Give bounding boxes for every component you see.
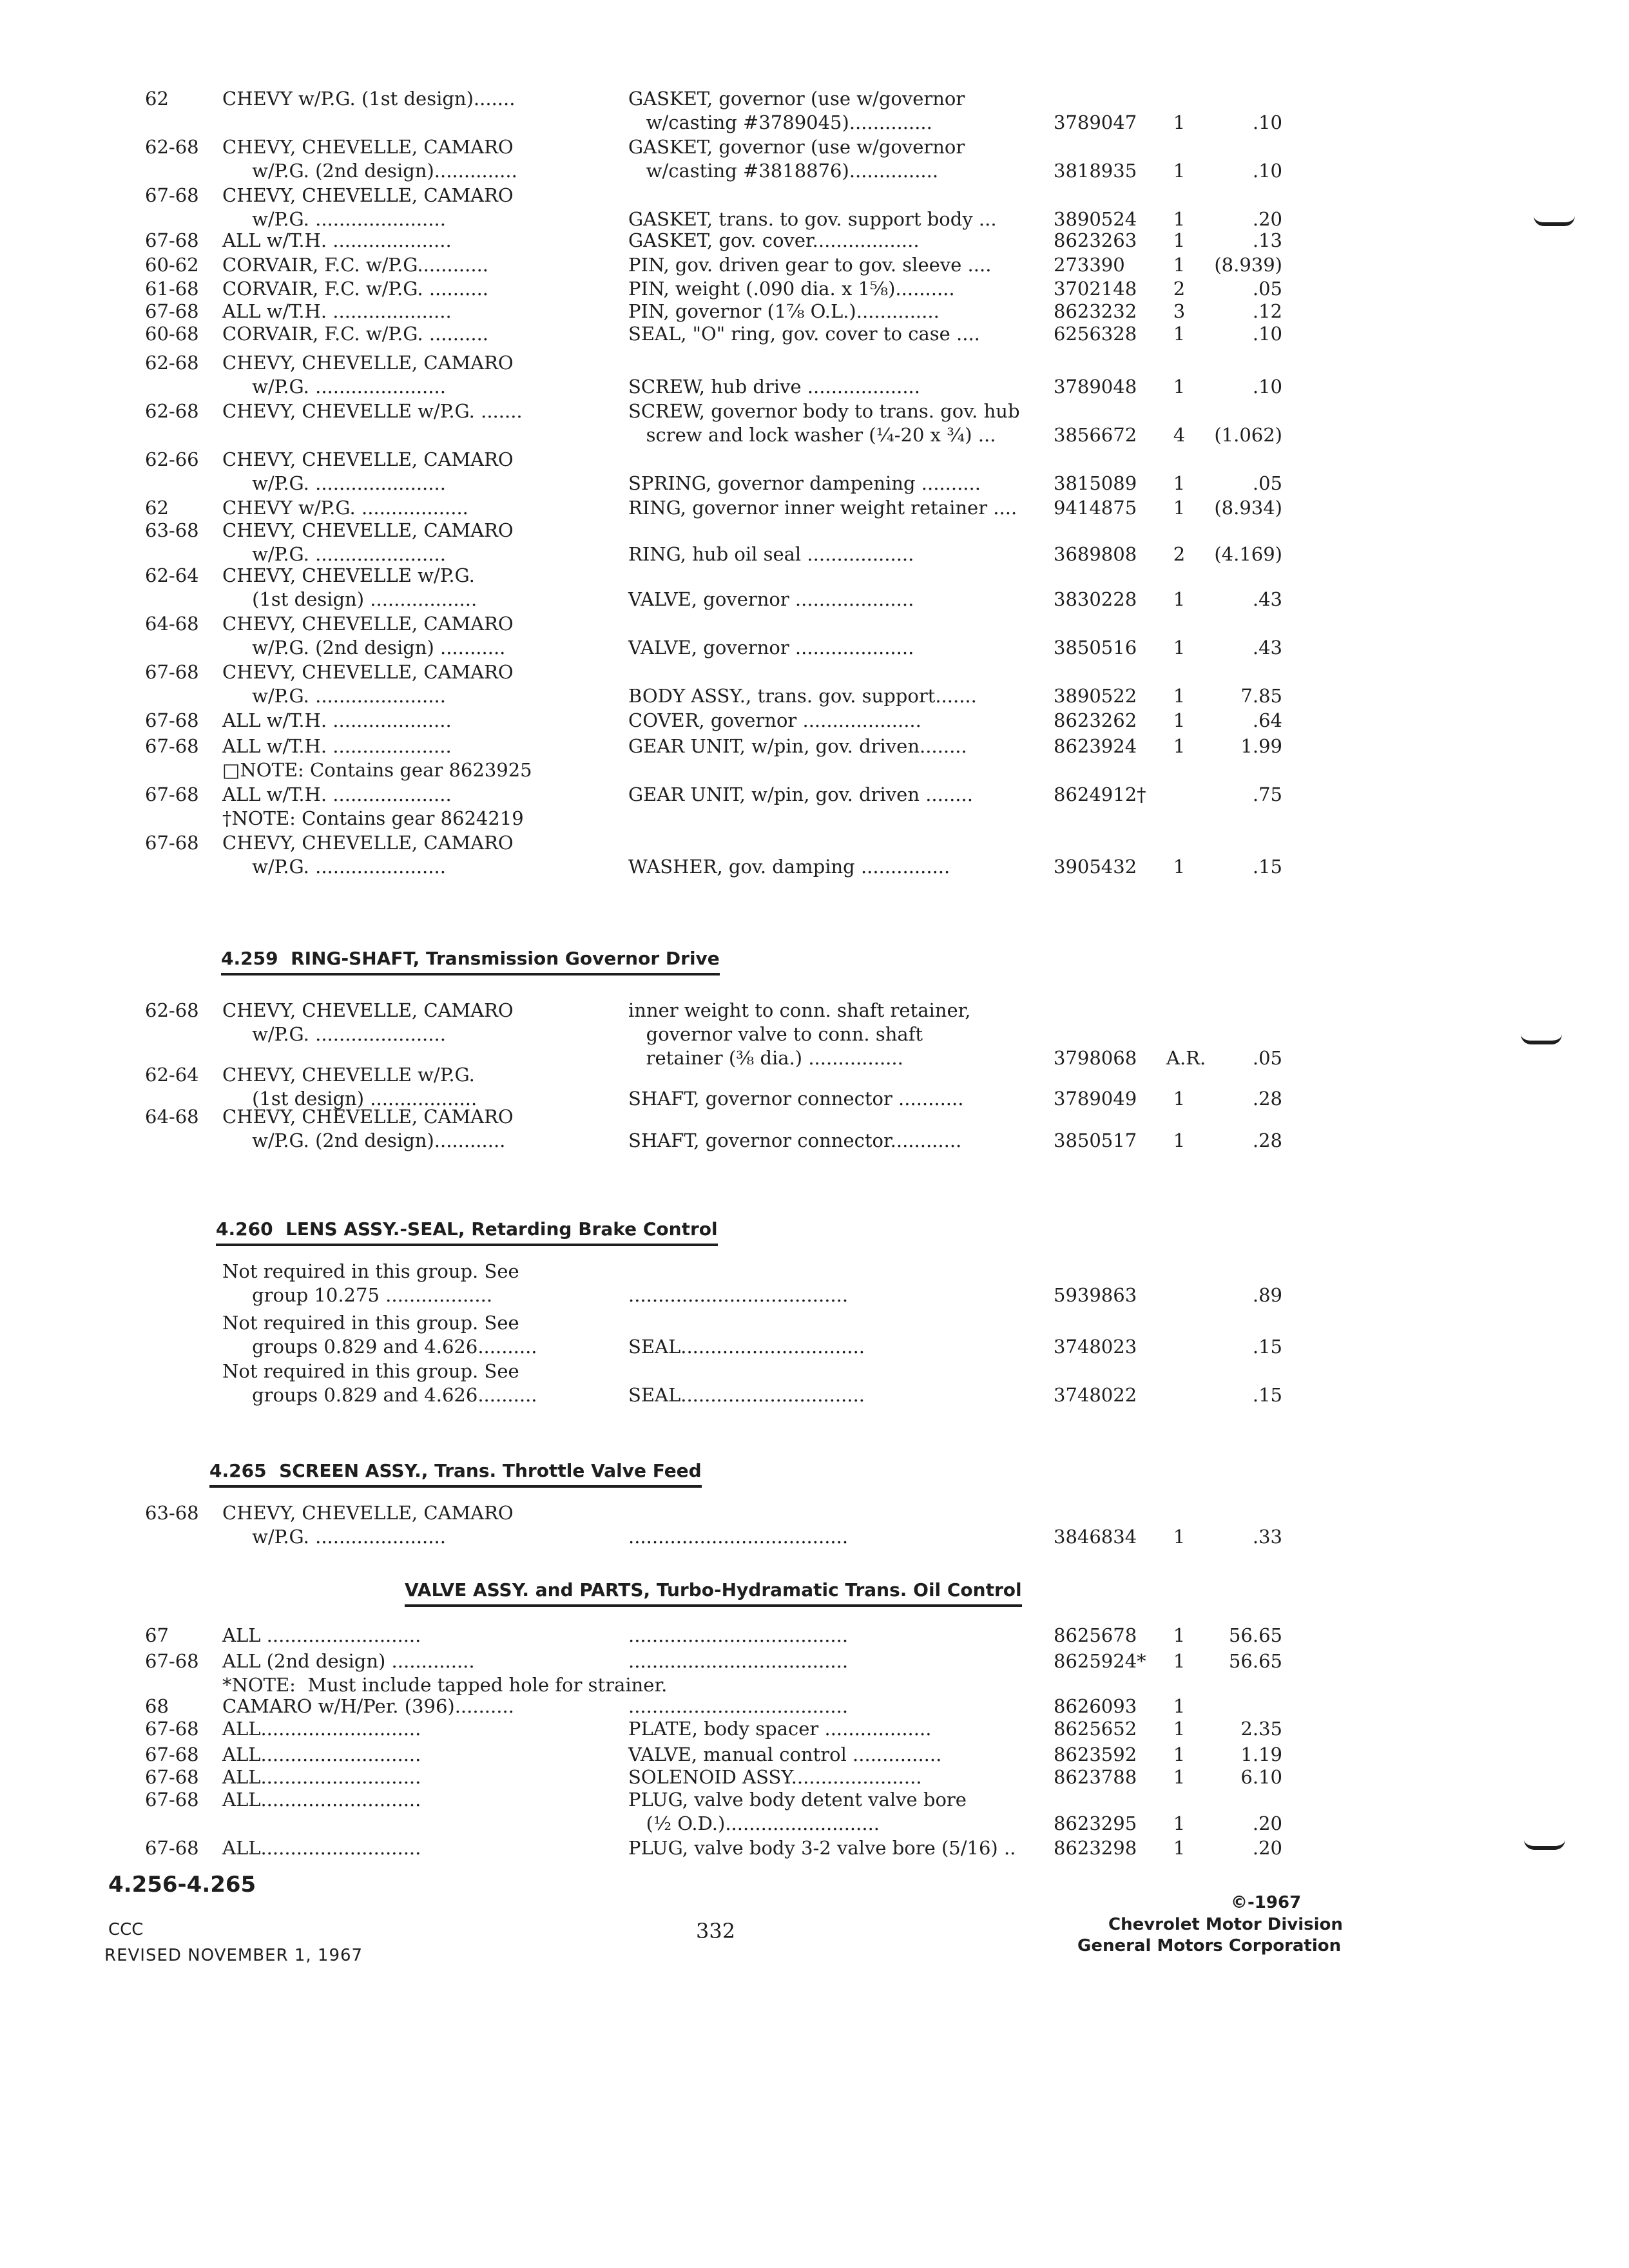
- row-part-description: SCREW, governor body to trans. gov. hub screw and lock washer (¼-20 x ¾) ...: [628, 400, 1020, 446]
- row-year: 62: [145, 88, 169, 110]
- row-application: CHEVY, CHEVELLE, CAMARO w/P.G. (2nd design)............: [222, 1106, 514, 1151]
- row-part-description: PIN, gov. driven gear to gov. sleeve ....: [628, 254, 992, 276]
- row-year: 67-68: [145, 1718, 199, 1740]
- row-quantity: 1: [1173, 254, 1186, 276]
- row-price: .15: [1252, 1384, 1282, 1406]
- row-part-description: SHAFT, governor connector............: [628, 1129, 962, 1151]
- row-price: .10: [1252, 160, 1282, 182]
- row-year: 63-68: [145, 519, 199, 541]
- row-quantity: 1: [1173, 1129, 1186, 1151]
- row-price: 56.65: [1228, 1650, 1282, 1672]
- row-part-number: 3846834: [1054, 1526, 1137, 1548]
- row-part-number: 3702148: [1054, 278, 1137, 300]
- row-part-number: 8623262: [1054, 709, 1137, 731]
- row-part-number: 3830228: [1054, 588, 1137, 610]
- row-application: ALL w/T.H. ....................: [222, 229, 452, 251]
- row-part-number: 3789049: [1054, 1088, 1137, 1110]
- row-price: (8.939): [1214, 254, 1282, 276]
- row-application: ALL w/T.H. .................... †NOTE: Contains gear 8624219: [222, 783, 524, 829]
- row-application: ALL...........................: [222, 1837, 421, 1859]
- row-price: 1.99: [1240, 735, 1282, 757]
- row-price: .28: [1252, 1129, 1282, 1151]
- row-part-description: SPRING, governor dampening ..........: [628, 472, 981, 494]
- row-part-description: .....................................: [628, 1624, 849, 1646]
- row-year: 67-68: [145, 1766, 199, 1788]
- row-part-description: SEAL...............................: [628, 1336, 865, 1358]
- copyright: ©-1967: [1231, 1893, 1302, 1912]
- row-quantity: 1: [1173, 588, 1186, 610]
- row-quantity: 1: [1173, 1650, 1186, 1672]
- row-year: 62-68: [145, 999, 199, 1021]
- row-year: 67-68: [145, 1789, 199, 1811]
- row-year: 67-68: [145, 184, 199, 206]
- row-part-description: inner weight to conn. shaft retainer, governor valve to conn. shaft retainer (⅜ dia.) ................: [628, 999, 971, 1069]
- row-part-description: SEAL, "O" ring, gov. cover to case ....: [628, 323, 980, 345]
- row-application: CORVAIR, F.C. w/P.G. ..........: [222, 323, 489, 345]
- row-quantity: 2: [1173, 278, 1186, 300]
- row-application: ALL ..........................: [222, 1624, 421, 1646]
- row-part-number: 8624912†: [1054, 783, 1146, 805]
- row-year: 64-68: [145, 1106, 199, 1128]
- row-application: ALL w/T.H. .................... □NOTE: Contains gear 8623925: [222, 735, 532, 781]
- row-quantity: 1: [1173, 229, 1186, 251]
- section-heading-4-260: 4.260 LENS ASSY.-SEAL, Retarding Brake Control: [216, 1218, 718, 1246]
- row-application: CHEVY, CHEVELLE, CAMARO w/P.G. ......................: [222, 352, 514, 398]
- row-part-description: GEAR UNIT, w/pin, gov. driven........: [628, 735, 967, 757]
- row-application: CHEVY, CHEVELLE w/P.G. (1st design) ..................: [222, 564, 477, 610]
- row-application: Not required in this group. See groups 0.829 and 4.626..........: [222, 1360, 537, 1406]
- row-price: .15: [1252, 856, 1282, 878]
- row-quantity: 1: [1173, 1695, 1186, 1717]
- row-application: CHEVY w/P.G. ..................: [222, 497, 468, 519]
- page-number: 332: [696, 1919, 736, 1943]
- row-year: 67-68: [145, 1744, 199, 1765]
- punch-mark: [1521, 1034, 1562, 1044]
- row-application: CHEVY, CHEVELLE w/P.G. (1st design) ..................: [222, 1064, 477, 1110]
- row-part-description: PLATE, body spacer ..................: [628, 1718, 932, 1740]
- row-part-number: 8623592: [1054, 1744, 1137, 1765]
- row-year: 64-68: [145, 613, 199, 635]
- row-part-description: SHAFT, governor connector ...........: [628, 1088, 964, 1110]
- row-part-description: RING, governor inner weight retainer ....: [628, 497, 1017, 519]
- row-quantity: 1: [1173, 685, 1186, 707]
- row-year: 62: [145, 497, 169, 519]
- row-quantity: 1: [1173, 497, 1186, 519]
- division: Chevrolet Motor Division: [1108, 1915, 1343, 1934]
- row-year: 67-68: [145, 709, 199, 731]
- row-price: .05: [1252, 472, 1282, 494]
- row-price: .15: [1252, 1336, 1282, 1358]
- row-price: (1.062): [1214, 424, 1282, 446]
- row-price: .28: [1252, 1088, 1282, 1110]
- row-part-description: VALVE, manual control ...............: [628, 1744, 942, 1765]
- row-part-description: WASHER, gov. damping ...............: [628, 856, 950, 878]
- row-part-number: 3850516: [1054, 637, 1137, 658]
- row-year: 62-64: [145, 564, 199, 586]
- row-price: 56.65: [1228, 1624, 1282, 1646]
- row-year: 62-68: [145, 136, 199, 158]
- row-price: (8.934): [1214, 497, 1282, 519]
- row-part-number: 3856672: [1054, 424, 1137, 446]
- row-part-description: .....................................: [628, 1526, 849, 1548]
- row-part-description: COVER, governor ....................: [628, 709, 921, 731]
- row-year: 62-68: [145, 352, 199, 374]
- row-quantity: 1: [1173, 160, 1186, 182]
- row-application: ALL...........................: [222, 1766, 421, 1788]
- row-part-number: 3748023: [1054, 1336, 1137, 1358]
- punch-mark: [1534, 216, 1575, 226]
- row-part-description: GASKET, governor (use w/governor w/casting #3818876)...............: [628, 136, 965, 182]
- row-quantity: 1: [1173, 1526, 1186, 1548]
- row-part-number: 3789047: [1054, 111, 1137, 133]
- section-heading-4-259: 4.259 RING-SHAFT, Transmission Governor Drive: [221, 947, 720, 975]
- row-quantity: 1: [1173, 1624, 1186, 1646]
- row-part-number: 3798068: [1054, 1047, 1137, 1069]
- row-part-description: PLUG, valve body detent valve bore (½ O.D.)..........................: [628, 1789, 967, 1834]
- row-price: .13: [1252, 229, 1282, 251]
- row-application: CORVAIR, F.C. w/P.G. ..........: [222, 278, 489, 300]
- row-year: 62-64: [145, 1064, 199, 1086]
- row-quantity: 1: [1173, 1718, 1186, 1740]
- row-part-number: 8625924*: [1054, 1650, 1146, 1672]
- row-price: .89: [1252, 1284, 1282, 1306]
- row-price: .64: [1252, 709, 1282, 731]
- row-price: .43: [1252, 588, 1282, 610]
- row-application: CHEVY, CHEVELLE, CAMARO w/P.G. ......................: [222, 832, 514, 878]
- row-price: .10: [1252, 323, 1282, 345]
- row-quantity: 1: [1173, 376, 1186, 398]
- row-year: 62-68: [145, 400, 199, 422]
- row-part-number: 3815089: [1054, 472, 1137, 494]
- row-price: .20: [1252, 1837, 1282, 1859]
- section-heading-valve-assy: VALVE ASSY. and PARTS, Turbo-Hydramatic Trans. Oil Control: [405, 1579, 1022, 1607]
- row-part-number: 8625652: [1054, 1718, 1137, 1740]
- row-year: 67: [145, 1624, 169, 1646]
- row-part-description: GASKET, gov. cover..................: [628, 229, 920, 251]
- row-quantity: 1: [1173, 472, 1186, 494]
- row-price: 6.10: [1240, 1766, 1282, 1788]
- row-quantity: 1: [1173, 637, 1186, 658]
- row-part-description: PIN, weight (.090 dia. x 1⅝)..........: [628, 278, 955, 300]
- row-quantity: 1: [1173, 856, 1186, 878]
- row-year: 68: [145, 1695, 169, 1717]
- row-part-description: VALVE, governor ....................: [628, 637, 914, 658]
- row-part-number: 8623788: [1054, 1766, 1137, 1788]
- row-part-number: 8625678: [1054, 1624, 1137, 1646]
- row-quantity: 1: [1173, 1812, 1186, 1834]
- row-part-description: RING, hub oil seal ..................: [628, 543, 914, 565]
- row-part-description: SEAL...............................: [628, 1384, 865, 1406]
- row-quantity: 2: [1173, 543, 1186, 565]
- row-application: CHEVY, CHEVELLE, CAMARO w/P.G. ......................: [222, 184, 514, 230]
- row-quantity: 1: [1173, 208, 1186, 230]
- row-application: CORVAIR, F.C. w/P.G............: [222, 254, 489, 276]
- row-price: .43: [1252, 637, 1282, 658]
- row-application: ALL...........................: [222, 1789, 421, 1811]
- row-part-description: .....................................: [628, 1650, 849, 1672]
- row-part-description: SOLENOID ASSY......................: [628, 1766, 922, 1788]
- row-year: 63-68: [145, 1502, 199, 1524]
- row-application: CAMARO w/H/Per. (396)..........: [222, 1695, 514, 1717]
- row-part-number: 3905432: [1054, 856, 1137, 878]
- row-year: 67-68: [145, 783, 199, 805]
- row-part-description: .....................................: [628, 1695, 849, 1717]
- row-part-description: PIN, governor (1⅞ O.L.)..............: [628, 300, 940, 322]
- row-part-description: PLUG, valve body 3-2 valve bore (5/16) ..: [628, 1837, 1016, 1859]
- row-part-number: 3748022: [1054, 1384, 1137, 1406]
- revised-date: REVISED NOVEMBER 1, 1967: [104, 1946, 363, 1965]
- row-part-number: 3789048: [1054, 376, 1137, 398]
- row-price: .12: [1252, 300, 1282, 322]
- row-application: CHEVY, CHEVELLE, CAMARO w/P.G. (2nd design) ...........: [222, 613, 514, 658]
- row-year: 61-68: [145, 278, 199, 300]
- row-part-description: VALVE, governor ....................: [628, 588, 914, 610]
- row-part-number: 6256328: [1054, 323, 1137, 345]
- row-part-number: 3850517: [1054, 1129, 1137, 1151]
- row-quantity: 1: [1173, 1766, 1186, 1788]
- row-quantity: A.R.: [1166, 1047, 1206, 1069]
- row-application: CHEVY, CHEVELLE, CAMARO w/P.G. ......................: [222, 448, 514, 494]
- row-application: CHEVY, CHEVELLE, CAMARO w/P.G. ......................: [222, 1502, 514, 1548]
- row-application: ALL...........................: [222, 1718, 421, 1740]
- row-application: CHEVY w/P.G. (1st design).......: [222, 88, 516, 110]
- row-price: .05: [1252, 278, 1282, 300]
- row-year: 62-66: [145, 448, 199, 470]
- row-quantity: 1: [1173, 323, 1186, 345]
- row-year: 67-68: [145, 229, 199, 251]
- row-part-number: 8623263: [1054, 229, 1137, 251]
- row-part-number: 3689808: [1054, 543, 1137, 565]
- row-year: 60-62: [145, 254, 199, 276]
- row-price: .33: [1252, 1526, 1282, 1548]
- row-part-number: 3890524: [1054, 208, 1137, 230]
- row-price: .10: [1252, 111, 1282, 133]
- row-price: .20: [1252, 1812, 1282, 1834]
- row-quantity: 4: [1173, 424, 1186, 446]
- row-year: 67-68: [145, 1837, 199, 1859]
- row-quantity: 1: [1173, 1744, 1186, 1765]
- row-year: 60-68: [145, 323, 199, 345]
- row-year: 67-68: [145, 661, 199, 683]
- row-application: CHEVY, CHEVELLE, CAMARO w/P.G. (2nd design)..............: [222, 136, 517, 182]
- row-year: 67-68: [145, 1650, 199, 1672]
- row-part-number: 273390: [1054, 254, 1125, 276]
- row-quantity: 1: [1173, 111, 1186, 133]
- row-price: .20: [1252, 208, 1282, 230]
- row-application: ALL w/T.H. ....................: [222, 300, 452, 322]
- row-quantity: 1: [1173, 1088, 1186, 1110]
- row-price: .10: [1252, 376, 1282, 398]
- catalog-code: CCC: [108, 1920, 144, 1939]
- row-part-description: SCREW, hub drive ...................: [628, 376, 920, 398]
- row-part-number: 8623232: [1054, 300, 1137, 322]
- row-part-description: GEAR UNIT, w/pin, gov. driven ........: [628, 783, 973, 805]
- row-application: ALL w/T.H. ....................: [222, 709, 452, 731]
- row-part-number: 5939863: [1054, 1284, 1137, 1306]
- row-part-number: 3818935: [1054, 160, 1137, 182]
- row-application: CHEVY, CHEVELLE, CAMARO w/P.G. ......................: [222, 519, 514, 565]
- row-year: 67-68: [145, 300, 199, 322]
- row-part-number: 9414875: [1054, 497, 1137, 519]
- row-part-description: .....................................: [628, 1284, 849, 1306]
- row-part-number: 8623924: [1054, 735, 1137, 757]
- row-quantity: 3: [1173, 300, 1186, 322]
- row-part-description: GASKET, governor (use w/governor w/casting #3789045)..............: [628, 88, 965, 133]
- row-application: Not required in this group. See group 10.275 ..................: [222, 1260, 519, 1306]
- row-application: CHEVY, CHEVELLE, CAMARO w/P.G. ......................: [222, 999, 514, 1045]
- row-price: 1.19: [1240, 1744, 1282, 1765]
- row-year: 67-68: [145, 832, 199, 854]
- row-application: CHEVY, CHEVELLE w/P.G. .......: [222, 400, 523, 422]
- row-year: 67-68: [145, 735, 199, 757]
- row-part-description: BODY ASSY., trans. gov. support.......: [628, 685, 977, 707]
- row-application: Not required in this group. See groups 0.829 and 4.626..........: [222, 1312, 537, 1358]
- group-range: 4.256-4.265: [108, 1872, 256, 1898]
- row-application: CHEVY, CHEVELLE, CAMARO w/P.G. ......................: [222, 661, 514, 707]
- row-price: 2.35: [1240, 1718, 1282, 1740]
- row-part-number: 8623298: [1054, 1837, 1137, 1859]
- row-price: .75: [1252, 783, 1282, 805]
- row-part-description: GASKET, trans. to gov. support body ...: [628, 208, 997, 230]
- row-part-number: 3890522: [1054, 685, 1137, 707]
- row-part-number: 8626093: [1054, 1695, 1137, 1717]
- row-quantity: 1: [1173, 1837, 1186, 1859]
- row-application: ALL (2nd design) .............. *NOTE: Must include tapped hole for strainer.: [222, 1650, 668, 1696]
- punch-mark: [1524, 1840, 1565, 1850]
- row-price: 7.85: [1240, 685, 1282, 707]
- row-quantity: 1: [1173, 735, 1186, 757]
- row-price: .05: [1252, 1047, 1282, 1069]
- row-price: (4.169): [1214, 543, 1282, 565]
- row-application: ALL...........................: [222, 1744, 421, 1765]
- corporation: General Motors Corporation: [1077, 1936, 1342, 1956]
- row-part-number: 8623295: [1054, 1812, 1137, 1834]
- section-heading-4-265: 4.265 SCREEN ASSY., Trans. Throttle Valve Feed: [209, 1459, 702, 1488]
- row-quantity: 1: [1173, 709, 1186, 731]
